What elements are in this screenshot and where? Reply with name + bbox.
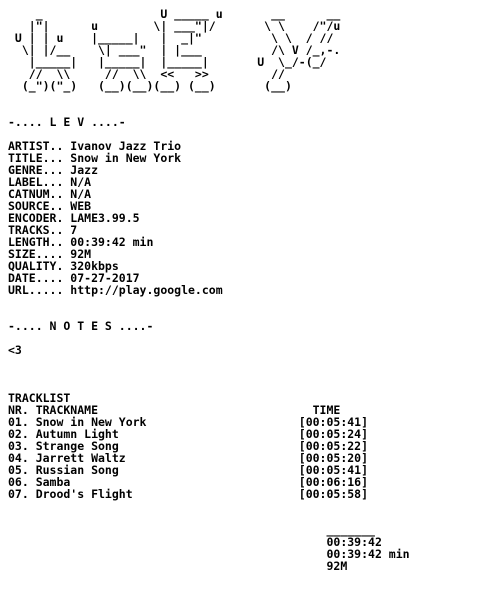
info-url: URL..... http://play.google.com: [8, 283, 223, 297]
info-tracks: TRACKS.. 7: [8, 223, 78, 237]
logo-line: // \\ // \\ << >> //: [8, 67, 285, 81]
info-label: LABEL... N/A: [8, 175, 92, 189]
summary-total-length: 00:39:42 min: [8, 547, 410, 561]
tracklist-title: TRACKLIST: [8, 391, 71, 405]
summary-divider: _______: [8, 523, 375, 537]
track-row: 06. Samba [00:06:16]: [8, 475, 369, 489]
track-row: 01. Snow in New York [00:05:41]: [8, 415, 369, 429]
nfo-document: [8, 8, 410, 572]
track-row: 02. Autumn Light [00:05:24]: [8, 427, 369, 441]
info-title: TITLE... Snow in New York: [8, 151, 182, 165]
info-length: LENGTH.. 00:39:42 min: [8, 235, 154, 249]
info-encoder: ENCODER. LAME3.99.5: [8, 211, 140, 225]
logo-line: |"| u \| ___"|/ \ \ /"/u: [8, 19, 341, 33]
info-genre: GENRE... Jazz: [8, 163, 99, 177]
logo-line: (_")("_) (__)(__)(__) (__) (__): [8, 79, 292, 93]
summary-total-time: 00:39:42: [8, 535, 382, 549]
track-row: 04. Jarrett Waltz [00:05:20]: [8, 451, 369, 465]
tracklist-header: NR. TRACKNAME TIME: [8, 403, 341, 417]
info-source: SOURCE.. WEB: [8, 199, 92, 213]
logo-line: U | | u |_____| | _|" \ \ / //: [8, 31, 334, 45]
info-date: DATE.... 07-27-2017: [8, 271, 140, 285]
track-row: 03. Strange Song [00:05:22]: [8, 439, 369, 453]
logo-line: \| |/__ \| ___" | |___ /\ V /_,-.: [8, 43, 341, 57]
section-header-notes: -.... N O T E S ....-: [8, 319, 154, 333]
track-row: 07. Drood's Flight [00:05:58]: [8, 487, 369, 501]
logo-line: _ U _____ u __ __: [8, 7, 341, 21]
info-catnum: CATNUM.. N/A: [8, 187, 92, 201]
track-row: 05. Russian Song [00:05:41]: [8, 463, 369, 477]
info-size: SIZE.... 92M: [8, 247, 92, 261]
notes-text: <3: [8, 343, 22, 357]
logo-line: |_____| |_____| |_____| U \_/-(_/: [8, 55, 327, 69]
info-artist: ARTIST.. Ivanov Jazz Trio: [8, 139, 182, 153]
info-quality: QUALITY. 320kbps: [8, 259, 119, 273]
summary-total-size: 92M: [8, 559, 348, 573]
section-header-lev: -.... L E V ....-: [8, 115, 126, 129]
